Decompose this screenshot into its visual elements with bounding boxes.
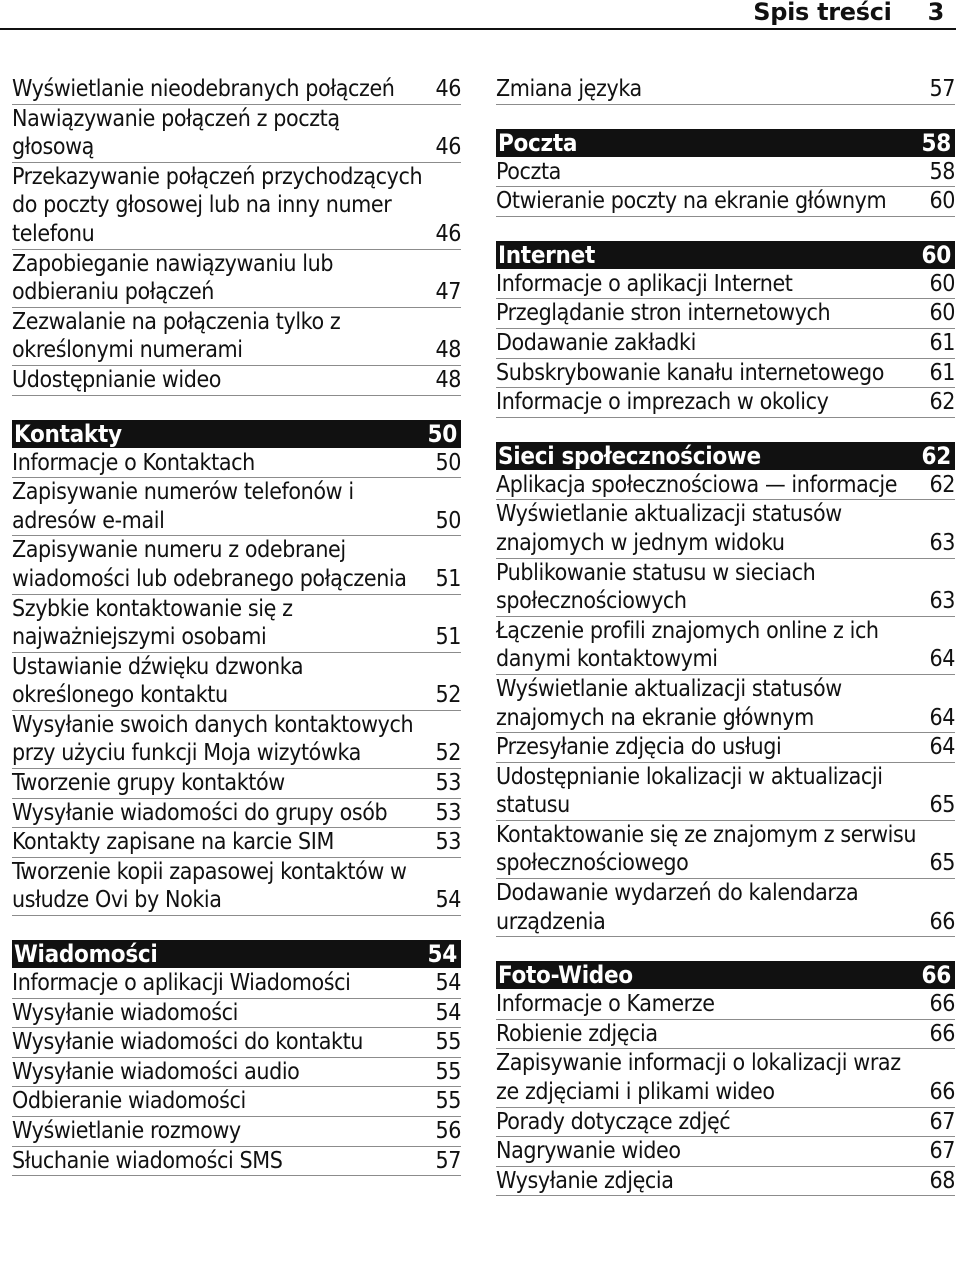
section-heading[interactable]: [496, 442, 955, 470]
right-intro-list: [496, 75, 955, 105]
toc-entry-title: Informacje o aplikacji Internet: [496, 270, 793, 297]
toc-entry-page: 62: [929, 389, 955, 416]
toc-entry[interactable]: [496, 879, 955, 937]
toc-entry-title: Wysyłanie swoich danych kontaktowych przy użyciu funkcji Moja wizytówka: [12, 711, 414, 767]
toc-entry-page: 66: [929, 1079, 955, 1106]
toc-entry-page: 56: [435, 1118, 461, 1144]
toc-entry-title: Kontaktowanie się ze znajomym z serwisu społecznościowego: [496, 821, 917, 877]
toc-entry-page: 55: [435, 1058, 461, 1085]
section-heading[interactable]: [12, 940, 461, 968]
toc-entry-title: Szybkie kontaktowanie się z najważniejszymi osobami: [12, 595, 293, 651]
toc-entry[interactable]: [496, 299, 955, 329]
toc-entry-title: Wysyłanie zdjęcia: [496, 1167, 674, 1194]
section-heading-page: 62: [921, 441, 951, 470]
toc-entry-page: 53: [435, 799, 461, 826]
section-heading-page: 54: [427, 940, 457, 969]
toc-entry-title: Dodawanie wydarzeń do kalendarza urządzenia: [496, 880, 859, 935]
toc-entry[interactable]: [12, 1087, 461, 1117]
section-heading[interactable]: [496, 129, 955, 157]
toc-entry-page: 54: [435, 970, 461, 997]
toc-entry-page: 66: [929, 908, 955, 935]
toc-entry-title: Zezwalanie na połączenia tylko z określonymi numerami: [12, 308, 341, 364]
toc-entry-page: 46: [435, 76, 461, 102]
toc-entry-page: 63: [929, 529, 955, 556]
toc-entry[interactable]: [12, 75, 461, 105]
toc-entry-title: Informacje o aplikacji Wiadomości: [12, 970, 351, 997]
toc-entry[interactable]: [12, 478, 461, 536]
header-title-block: [753, 0, 944, 26]
toc-entry[interactable]: [496, 187, 955, 217]
toc-entry-page: 55: [435, 1029, 461, 1056]
toc-entry-title: Wyświetlanie rozmowy: [12, 1118, 241, 1144]
toc-column-right: [496, 75, 955, 1196]
toc-entry-title: Wyświetlanie aktualizacji statusów znajomych na ekranie głównym: [496, 675, 842, 731]
toc-entry[interactable]: [496, 675, 955, 733]
toc-entry[interactable]: [12, 163, 461, 250]
toc-entry-page: 58: [929, 158, 955, 185]
toc-entry[interactable]: [496, 329, 955, 359]
toc-entry[interactable]: [496, 1020, 955, 1050]
section-kontakty: [12, 420, 461, 917]
toc-entry-page: 64: [929, 646, 955, 673]
toc-entry[interactable]: [496, 990, 955, 1020]
toc-entry[interactable]: [12, 969, 461, 999]
toc-entry[interactable]: [12, 1028, 461, 1058]
toc-entry-page: 66: [929, 1020, 955, 1047]
toc-entry[interactable]: [496, 559, 955, 617]
toc-entry-title: Zapisywanie numeru z odebranej wiadomości lub odebranego połączenia: [12, 537, 407, 592]
toc-entry-page: 46: [435, 134, 461, 161]
toc-entry-page: 55: [435, 1088, 461, 1115]
toc-entry[interactable]: [496, 270, 955, 300]
toc-entry-title: Zapobieganie nawiązywaniu lub odbieraniu połączeń: [12, 250, 334, 306]
toc-entry-title: Publikowanie statusu w sieciach społecznościowych: [496, 559, 816, 615]
toc-entry-title: Robienie zdjęcia: [496, 1020, 658, 1047]
toc-entry-page: 52: [435, 740, 461, 767]
section-wiadomosci: [12, 940, 461, 1176]
toc-entry[interactable]: [496, 1108, 955, 1138]
toc-entry-title: Przekazywanie połączeń przychodzących do poczty głosowej lub na inny numer telefonu: [12, 163, 423, 247]
section-heading-page: 58: [921, 128, 951, 157]
header-page-number: 3: [927, 0, 944, 26]
left-intro-list: [12, 75, 461, 396]
toc-entry-page: 50: [435, 507, 461, 534]
toc-entry-page: 62: [929, 471, 955, 498]
toc-entry-title: Wyświetlanie nieodebranych połączeń: [12, 76, 395, 102]
toc-entry[interactable]: [496, 1049, 955, 1107]
toc-entry[interactable]: [496, 733, 955, 763]
toc-entry[interactable]: [12, 999, 461, 1029]
toc-entry-page: 68: [929, 1167, 955, 1194]
toc-entry-title: Udostępnianie lokalizacji w aktualizacji statusu: [496, 763, 883, 819]
toc-entry-title: Zapisywanie numerów telefonów i adresów e-mail: [12, 479, 354, 534]
toc-entry-page: 63: [929, 588, 955, 615]
toc-entry-page: 51: [435, 565, 461, 592]
toc-entry-title: Przesyłanie zdjęcia do usługi: [496, 734, 782, 761]
toc-entry[interactable]: [12, 536, 461, 594]
toc-entry-title: Nagrywanie wideo: [496, 1138, 681, 1165]
section-heading-title: Kontakty: [14, 419, 122, 448]
toc-entry-title: Poczta: [496, 158, 561, 185]
toc-entry[interactable]: [496, 158, 955, 188]
toc-entry[interactable]: [12, 769, 461, 799]
toc-entry[interactable]: [12, 105, 461, 163]
header-rule: [0, 28, 956, 30]
toc-entry[interactable]: [12, 366, 461, 396]
toc-entry[interactable]: [12, 1147, 461, 1177]
toc-entry[interactable]: [12, 1117, 461, 1147]
toc-entry-page: 54: [435, 999, 461, 1026]
section-heading[interactable]: [12, 420, 461, 448]
toc-entry[interactable]: [496, 1167, 955, 1197]
toc-entry-page: 60: [929, 270, 955, 297]
section-foto-wideo: [496, 961, 955, 1196]
toc-entry-page: 60: [929, 188, 955, 215]
section-heading-title: Wiadomości: [14, 940, 158, 969]
toc-entry[interactable]: [12, 858, 461, 916]
toc-entry-page: 51: [435, 624, 461, 651]
toc-entry-page: 61: [929, 329, 955, 356]
toc-entry-page: 53: [435, 770, 461, 797]
toc-entry-page: 50: [435, 449, 461, 476]
toc-entry-title: Aplikacja społecznościowa — informacje: [496, 471, 898, 498]
toc-entry[interactable]: [496, 500, 955, 558]
toc-entry[interactable]: [12, 1058, 461, 1088]
section-heading-title: Sieci społecznościowe: [498, 441, 761, 470]
header-title: Spis treści: [753, 0, 892, 26]
toc-entry-page: 67: [929, 1108, 955, 1135]
toc-entry[interactable]: [12, 711, 461, 769]
toc-entry-title: Dodawanie zakładki: [496, 329, 696, 356]
toc-entry[interactable]: [496, 1137, 955, 1167]
section-heading-page: 60: [921, 240, 951, 269]
section-heading-title: Internet: [498, 240, 595, 269]
toc-entry-title: Zapisywanie informacji o lokalizacji wraz ze zdjęciami i plikami wideo: [496, 1050, 901, 1106]
toc-entry-page: 57: [929, 76, 955, 102]
toc-entry-title: Tworzenie kopii zapasowej kontaktów w usłudze Ovi by Nokia: [12, 858, 407, 914]
toc-entry-title: Ustawianie dźwięku dzwonka określonego kontaktu: [12, 653, 304, 709]
toc-entry-page: 67: [929, 1138, 955, 1165]
toc-entry-page: 57: [435, 1147, 461, 1174]
toc-entry[interactable]: [12, 308, 461, 366]
section-poczta: [496, 129, 955, 217]
section-heading[interactable]: [496, 961, 955, 989]
toc-entry-title: Wysyłanie wiadomości do grupy osób: [12, 799, 388, 826]
toc-entry-title: Wysyłanie wiadomości audio: [12, 1058, 300, 1085]
toc-entry-page: 65: [929, 850, 955, 877]
toc-entry-page: 48: [435, 366, 461, 393]
toc-entry-page: 60: [929, 300, 955, 327]
page-header: [0, 0, 960, 28]
section-heading-title: Poczta: [498, 128, 578, 157]
toc-entry-page: 54: [435, 887, 461, 914]
toc-entry-page: 46: [435, 220, 461, 247]
section-internet: [496, 241, 955, 418]
toc-entry-page: 65: [929, 792, 955, 819]
toc-entry[interactable]: [496, 75, 955, 105]
toc-entry-title: Subskrybowanie kanału internetowego: [496, 359, 884, 386]
toc-entry-page: 53: [435, 829, 461, 856]
toc-entry-title: Łączenie profili znajomych online z ich danymi kontaktowymi: [496, 617, 879, 673]
toc-entry-title: Informacje o Kontaktach: [12, 449, 255, 476]
toc-entry[interactable]: [12, 799, 461, 829]
toc-entry[interactable]: [12, 653, 461, 711]
toc-entry-title: Wysyłanie wiadomości do kontaktu: [12, 1029, 363, 1056]
toc-entry-title: Słuchanie wiadomości SMS: [12, 1147, 283, 1174]
toc-entry-title: Odbieranie wiadomości: [12, 1088, 246, 1115]
toc-entry-title: Zmiana języka: [496, 76, 642, 102]
toc-entry-page: 64: [929, 704, 955, 731]
toc-entry-page: 52: [435, 682, 461, 709]
toc-entry-title: Przeglądanie stron internetowych: [496, 300, 831, 327]
toc-entry[interactable]: [496, 471, 955, 501]
toc-entry[interactable]: [12, 449, 461, 479]
toc-entry-title: Tworzenie grupy kontaktów: [12, 770, 285, 797]
toc-entry-page: 47: [435, 279, 461, 306]
toc-entry-title: Wysyłanie wiadomości: [12, 999, 238, 1026]
section-heading-page: 50: [427, 419, 457, 448]
toc-entry[interactable]: [496, 821, 955, 879]
toc-entry-page: 64: [929, 734, 955, 761]
toc-entry[interactable]: [12, 250, 461, 308]
toc-entry-page: 66: [929, 991, 955, 1018]
section-heading[interactable]: [496, 241, 955, 269]
toc-entry-page: 61: [929, 359, 955, 386]
toc-entry-title: Kontakty zapisane na karcie SIM: [12, 829, 334, 856]
toc-entry-title: Udostępnianie wideo: [12, 366, 222, 393]
toc-entry-title: Porady dotyczące zdjęć: [496, 1108, 731, 1135]
toc-entry-title: Otwieranie poczty na ekranie głównym: [496, 188, 887, 215]
toc-entry-title: Informacje o imprezach w okolicy: [496, 389, 829, 416]
toc-column-left: [12, 75, 461, 1176]
toc-entry-page: 48: [435, 337, 461, 364]
toc-entry[interactable]: [496, 617, 955, 675]
toc-entry[interactable]: [12, 595, 461, 653]
toc-entry[interactable]: [496, 359, 955, 389]
section-sieci-spolecznosciowe: [496, 442, 955, 938]
section-heading-title: Foto-Wideo: [498, 961, 633, 990]
toc-entry-title: Wyświetlanie aktualizacji statusów znajomych w jednym widoku: [496, 501, 842, 556]
toc-entry-title: Informacje o Kamerze: [496, 991, 715, 1018]
toc-entry-title: Nawiązywanie połączeń z pocztą głosową: [12, 105, 340, 161]
toc-entry[interactable]: [12, 828, 461, 858]
toc-entry[interactable]: [496, 388, 955, 418]
toc-entry[interactable]: [496, 763, 955, 821]
section-heading-page: 66: [921, 961, 951, 990]
